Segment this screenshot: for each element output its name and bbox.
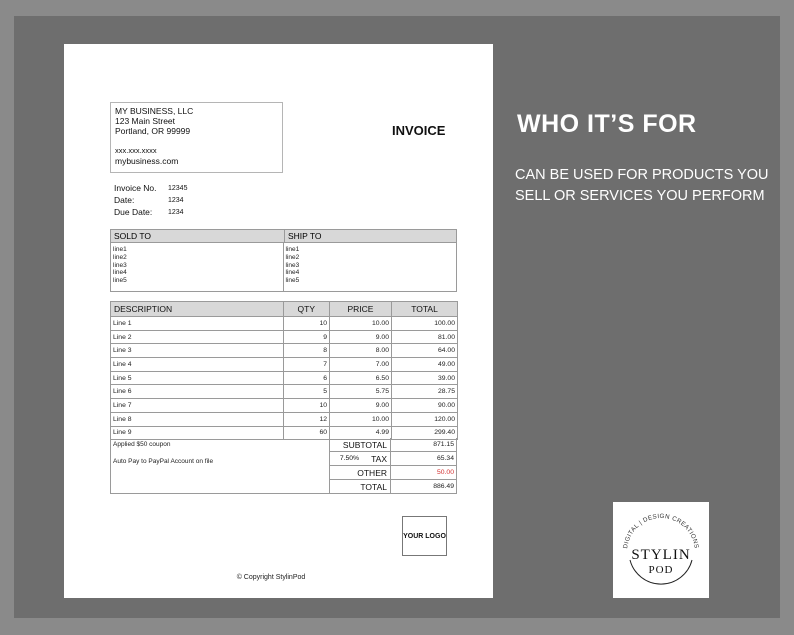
business-website: mybusiness.com <box>115 156 179 166</box>
row-qty: 9 <box>284 330 330 344</box>
row-qty: 60 <box>284 426 330 440</box>
row-desc: Line 4 <box>111 358 284 372</box>
col-description: DESCRIPTION <box>111 302 284 317</box>
tax-cell <box>329 452 391 466</box>
row-qty: 5 <box>284 385 330 399</box>
tax-label: TAX <box>371 453 387 464</box>
copyright-text: © Copyright StylinPod <box>236 574 306 581</box>
row-total: 49.00 <box>392 358 458 372</box>
invoice-page <box>64 44 493 598</box>
row-total: 39.00 <box>392 371 458 385</box>
table-row <box>111 385 458 399</box>
brand-line1: STYLIN <box>631 547 691 563</box>
row-qty: 8 <box>284 344 330 358</box>
table-row <box>111 358 458 372</box>
meta-label: Date: <box>114 195 135 205</box>
row-total: 299.40 <box>392 426 458 440</box>
row-price: 10.00 <box>330 317 392 331</box>
subtotal-value: 871.15 <box>391 438 457 452</box>
logo-placeholder: YOUR LOGO <box>402 516 447 556</box>
row-desc: Line 7 <box>111 399 284 413</box>
address-line: line1 <box>113 246 127 253</box>
address-body <box>111 243 456 291</box>
business-street: 123 Main Street <box>115 116 176 126</box>
address-line: line4 <box>285 269 300 277</box>
address-line: line5 <box>113 277 127 285</box>
table-row <box>111 344 458 358</box>
table-row <box>111 371 458 385</box>
meta-row <box>114 206 187 218</box>
table-row <box>111 317 458 331</box>
meta-label: Invoice No. <box>114 183 157 193</box>
row-desc: Line 9 <box>111 426 284 440</box>
row-total: 81.00 <box>392 330 458 344</box>
sold-to-lines <box>111 243 284 291</box>
business-info-box <box>110 102 283 173</box>
row-qty: 7 <box>284 358 330 372</box>
invoice-title: INVOICE <box>392 123 446 138</box>
total-value: 886.49 <box>391 480 457 494</box>
table-row <box>111 399 458 413</box>
subtotal-row <box>329 438 457 452</box>
meta-row <box>114 194 187 206</box>
col-total: TOTAL <box>392 302 458 317</box>
meta-value: 1234 <box>168 208 184 216</box>
brand-arc-text: DIGITAL | DESIGN CREATIONS <box>622 512 700 550</box>
row-qty: 12 <box>284 412 330 426</box>
address-line: line4 <box>113 269 127 277</box>
row-desc: Line 6 <box>111 385 284 399</box>
row-price: 7.00 <box>330 358 392 372</box>
meta-value: 12345 <box>168 184 188 192</box>
row-desc: Line 8 <box>111 412 284 426</box>
tax-rate: 7.50% <box>339 455 360 462</box>
row-price: 5.75 <box>330 385 392 399</box>
row-desc: Line 1 <box>111 317 284 331</box>
svg-text:DIGITAL | DESIGN CREATIONS <box>622 513 700 549</box>
row-qty: 6 <box>284 371 330 385</box>
address-line: line2 <box>285 253 300 261</box>
business-name: MY BUSINESS, LLC <box>115 106 194 116</box>
total-label: TOTAL <box>329 480 391 494</box>
row-desc: Line 3 <box>111 344 284 358</box>
row-price: 4.99 <box>330 426 392 440</box>
address-line: line1 <box>285 246 300 253</box>
row-price: 9.00 <box>330 330 392 344</box>
subtotal-label: SUBTOTAL <box>329 438 391 452</box>
sold-to-label: SOLD TO <box>111 230 285 242</box>
ship-to-lines <box>284 243 457 291</box>
business-phone: xxx.xxx.xxxx <box>115 146 157 155</box>
promo-heading: WHO IT’S FOR <box>517 110 697 138</box>
row-total: 100.00 <box>392 317 458 331</box>
note-payment: Auto Pay to PayPal Account on file <box>113 458 214 465</box>
invoice-meta <box>114 182 187 218</box>
other-label: OTHER <box>329 466 391 480</box>
address-line: line2 <box>113 253 127 261</box>
row-price: 8.00 <box>330 344 392 358</box>
row-qty: 10 <box>284 317 330 331</box>
notes-box <box>110 438 330 494</box>
brand-logo-svg <box>613 502 709 598</box>
row-desc: Line 2 <box>111 330 284 344</box>
row-price: 9.00 <box>330 399 392 413</box>
meta-value: 1234 <box>168 196 184 204</box>
total-row <box>329 480 457 494</box>
row-price: 10.00 <box>330 412 392 426</box>
row-total: 64.00 <box>392 344 458 358</box>
brand-logo <box>613 502 709 598</box>
row-qty: 10 <box>284 399 330 413</box>
meta-label: Due Date: <box>114 207 153 217</box>
totals-grid <box>329 438 457 494</box>
row-desc: Line 5 <box>111 371 284 385</box>
row-price: 6.50 <box>330 371 392 385</box>
row-total: 28.75 <box>392 385 458 399</box>
col-qty: QTY <box>284 302 330 317</box>
address-line: line5 <box>285 277 300 285</box>
meta-row <box>114 182 187 194</box>
address-line: line3 <box>285 261 300 269</box>
address-header <box>111 230 456 243</box>
other-row <box>329 466 457 480</box>
address-line: line3 <box>113 261 127 269</box>
col-price: PRICE <box>330 302 392 317</box>
table-header-row <box>111 302 458 317</box>
other-value: 50.00 <box>391 466 457 480</box>
line-items-table <box>110 301 457 440</box>
business-city: Portland, OR 99999 <box>115 126 191 136</box>
note-coupon: Applied $50 coupon <box>113 441 171 448</box>
row-total: 90.00 <box>392 399 458 413</box>
table-row <box>111 412 458 426</box>
summary-section <box>110 438 457 494</box>
brand-line2: POD <box>648 564 674 576</box>
promo-description: CAN BE USED FOR PRODUCTS YOU SELL OR SERVICES YOU PERFORM <box>515 167 769 204</box>
tax-value: 65.34 <box>391 452 457 466</box>
row-total: 120.00 <box>392 412 458 426</box>
ship-to-label: SHIP TO <box>288 231 322 241</box>
table-row <box>111 330 458 344</box>
tax-row <box>329 452 457 466</box>
address-table <box>110 229 457 292</box>
